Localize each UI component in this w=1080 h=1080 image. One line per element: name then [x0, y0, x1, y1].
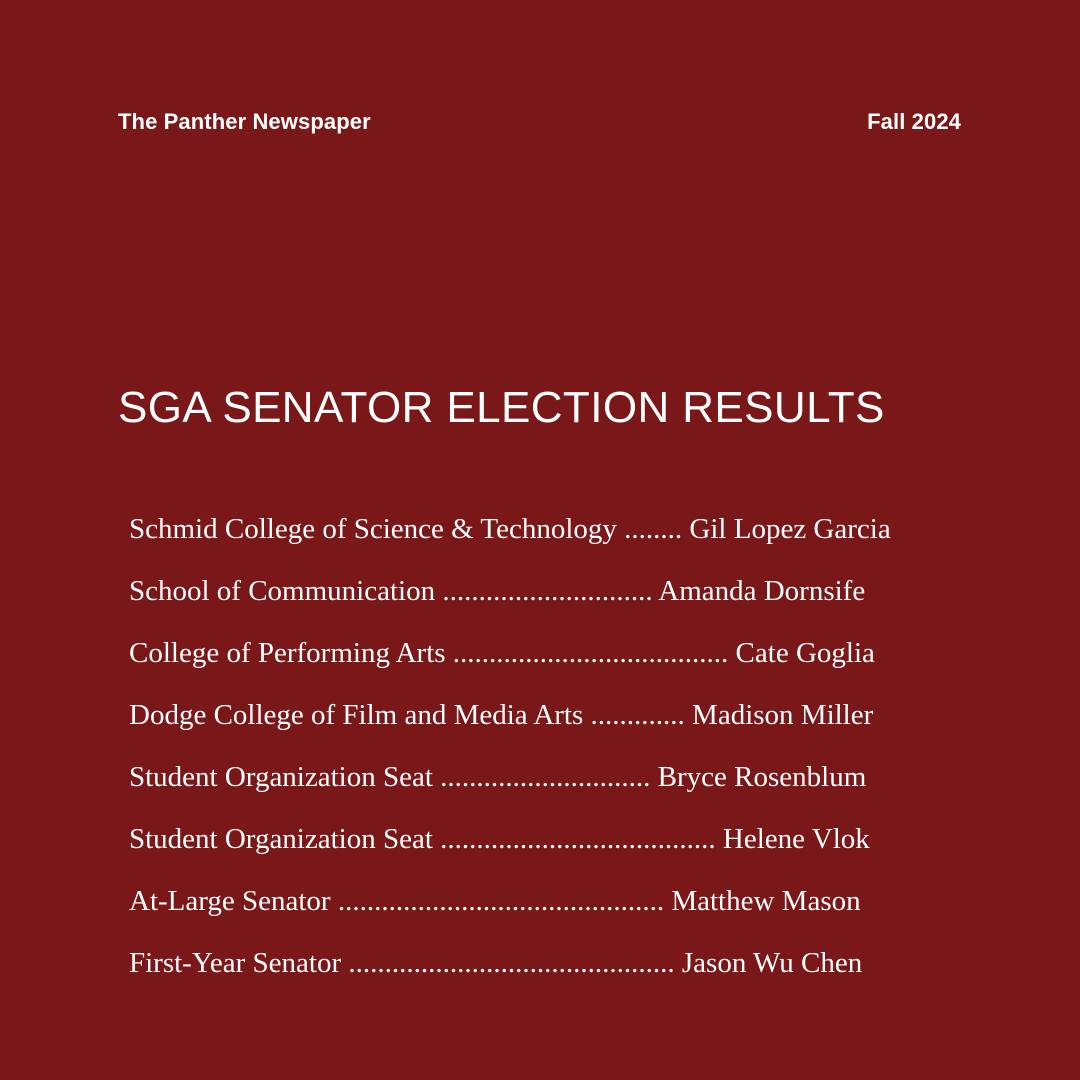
result-row-film-media-arts	[129, 694, 969, 756]
seat-name: Student Organization Seat	[129, 761, 433, 793]
dot-leader: ......................................	[445, 637, 736, 669]
edition-label: Fall 2024	[867, 109, 961, 134]
winner-name: Bryce Rosenblum	[657, 761, 867, 793]
seat-name: Dodge College of Film and Media Arts	[129, 699, 584, 731]
page-title: SGA SENATOR ELECTION RESULTS	[118, 383, 885, 432]
seat-name: Student Organization Seat	[129, 823, 433, 855]
dot-leader: .............................	[435, 575, 659, 607]
result-row-science-technology	[129, 508, 969, 570]
result-row-student-organization-2	[129, 818, 969, 880]
seat-name: Schmid College of Science & Technology	[129, 513, 617, 545]
winner-name: Cate Goglia	[735, 637, 875, 669]
winner-name: Amanda Dornsife	[658, 575, 866, 607]
result-row-first-year	[129, 942, 969, 1004]
dot-leader: .............	[583, 699, 693, 731]
seat-name: School of Communication	[129, 575, 436, 607]
seat-name: First-Year Senator	[129, 947, 342, 979]
dot-leader: ........	[616, 513, 690, 545]
publication-name: The Panther Newspaper	[118, 109, 371, 134]
result-row-performing-arts	[129, 632, 969, 694]
seat-name: College of Performing Arts	[129, 637, 446, 669]
dot-leader: .............................................	[330, 885, 672, 917]
winner-name: Gil Lopez Garcia	[689, 513, 891, 545]
seat-name: At-Large Senator	[129, 885, 331, 917]
dot-leader: .............................................	[341, 947, 682, 979]
winner-name: Jason Wu Chen	[681, 947, 863, 979]
result-row-student-organization-1	[129, 756, 969, 818]
winner-name: Helene Vlok	[722, 823, 870, 855]
dot-leader: .............................	[432, 761, 658, 793]
dot-leader: ......................................	[432, 823, 723, 855]
winner-name: Madison Miller	[692, 699, 874, 731]
result-row-at-large	[129, 880, 969, 942]
election-results-list	[129, 508, 969, 1004]
result-row-communication	[129, 570, 969, 632]
winner-name: Matthew Mason	[671, 885, 861, 917]
